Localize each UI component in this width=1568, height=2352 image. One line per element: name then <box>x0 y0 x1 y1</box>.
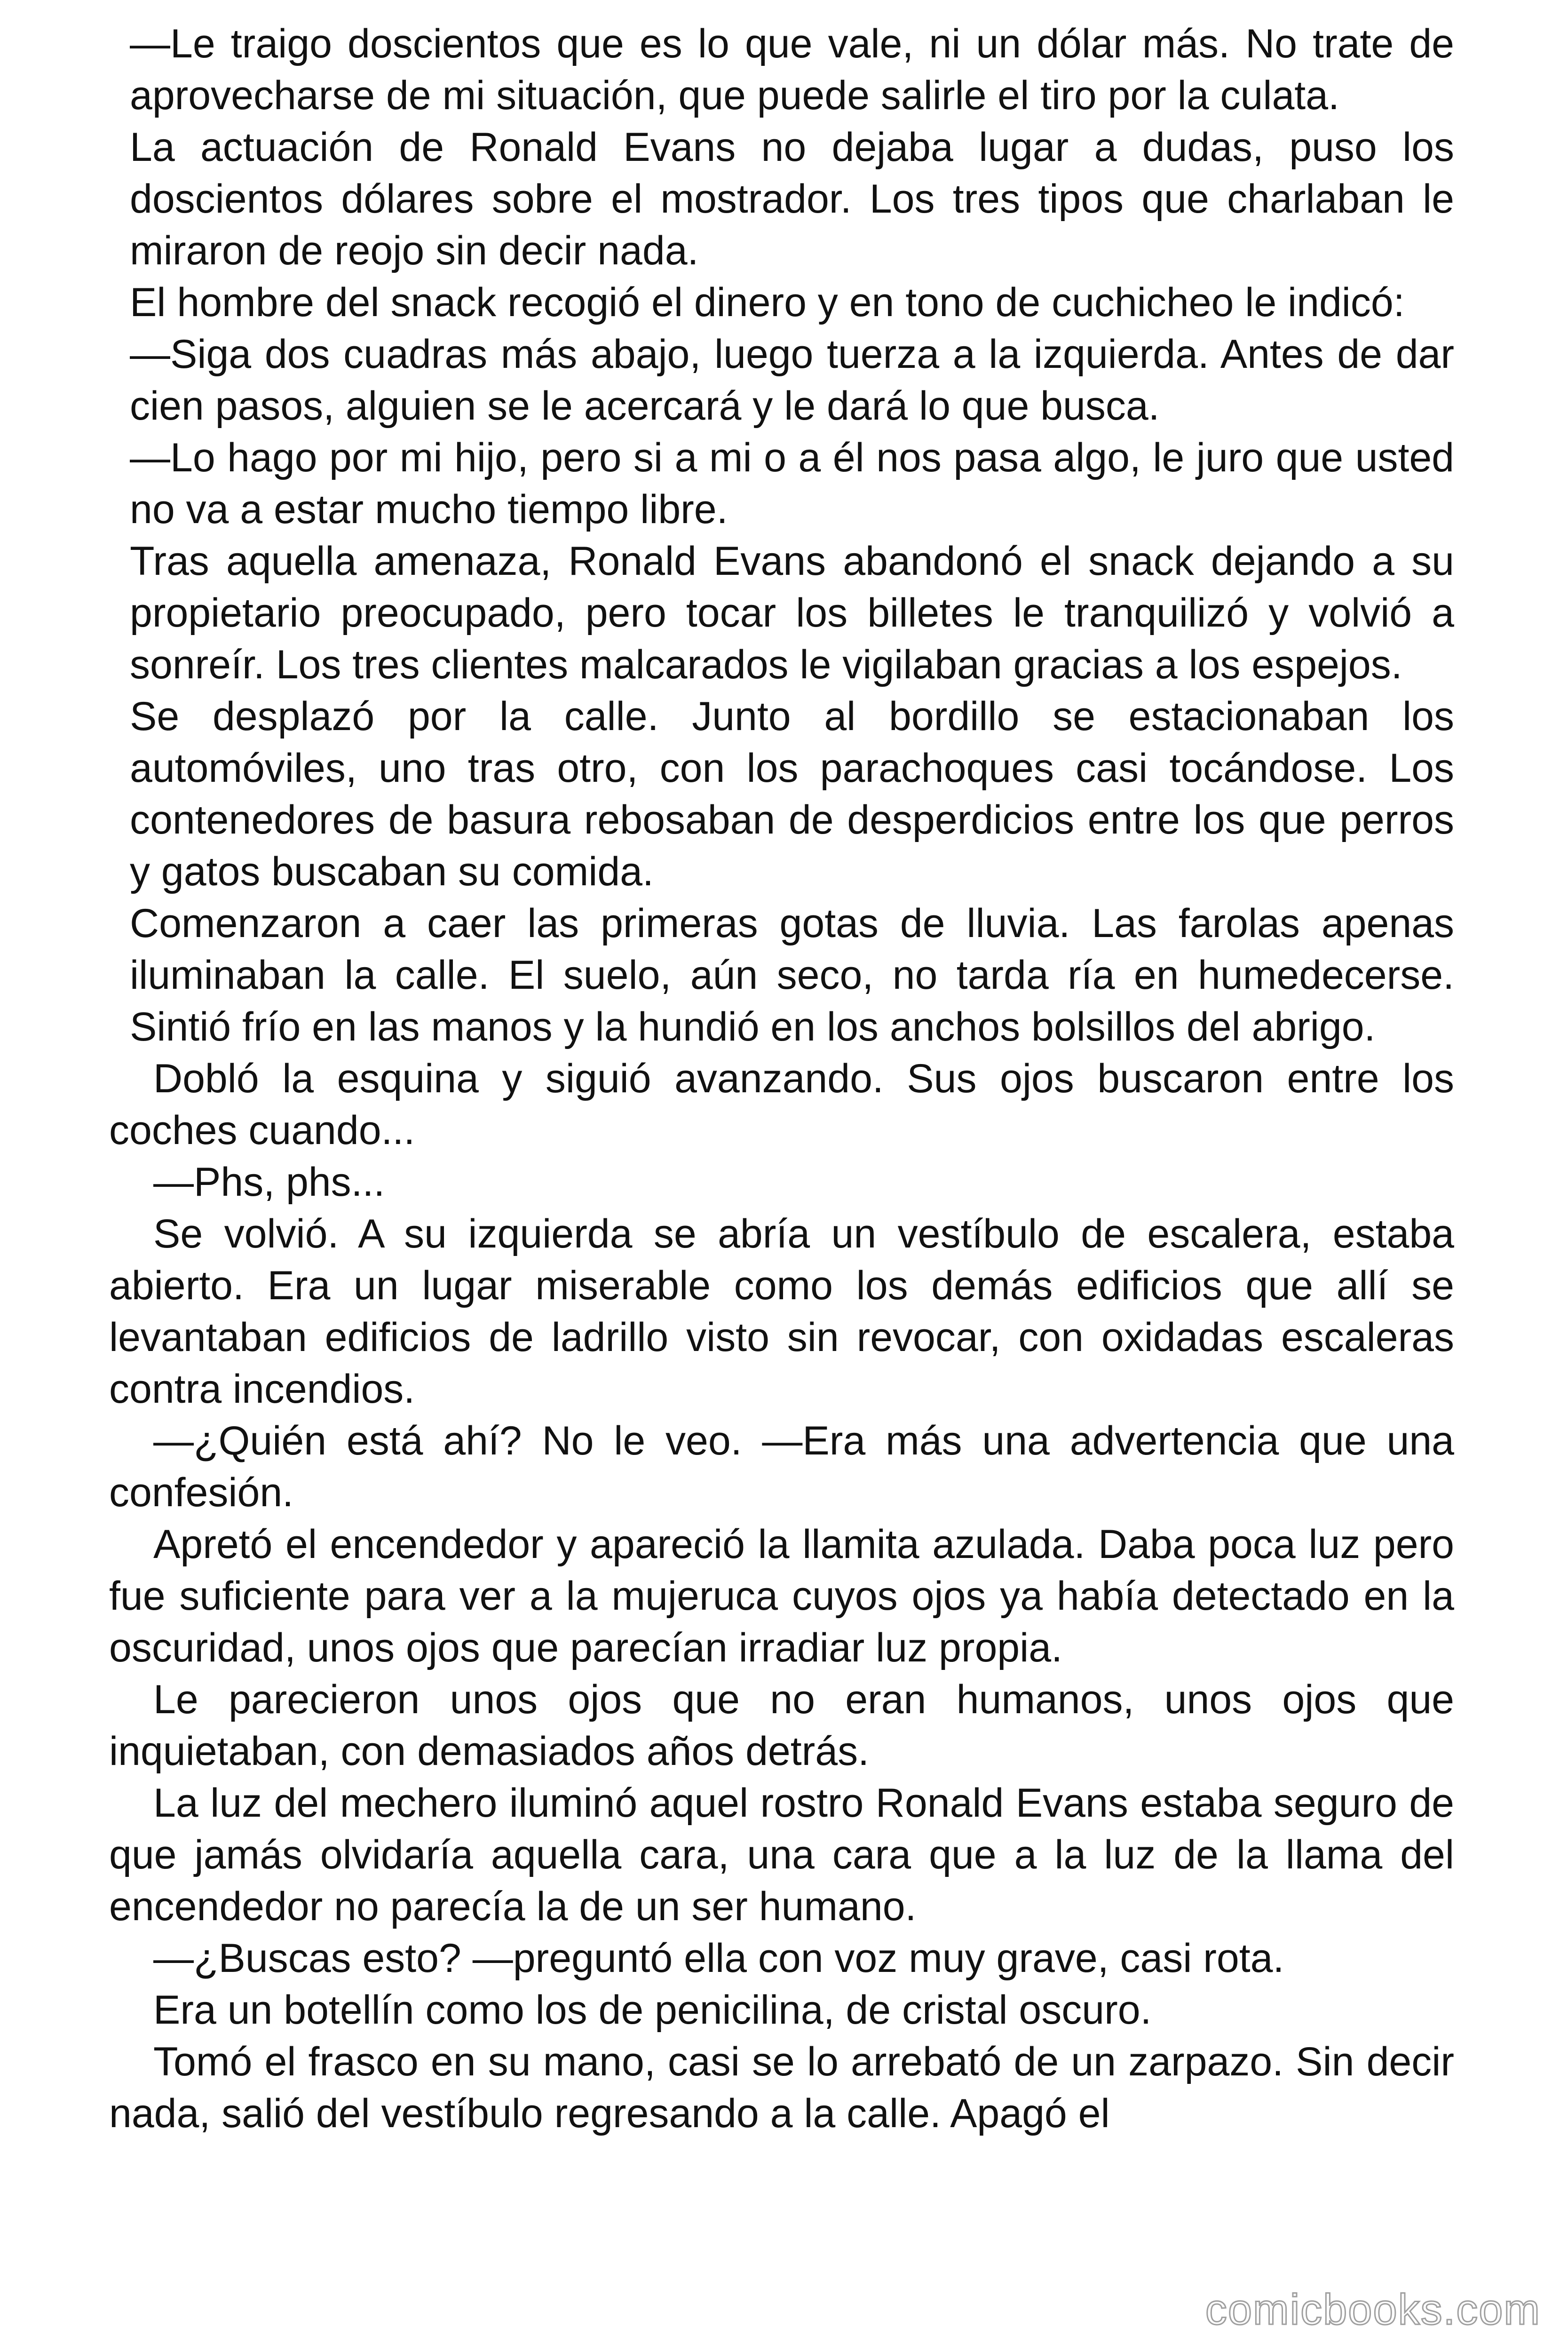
site-watermark: comicbooks.com <box>1205 2286 1541 2334</box>
paragraph-4: —Siga dos cuadras más abajo, luego tuerza a la izquierda. Antes de dar cien pasos, alguien se le acercará y le dará lo que busca. <box>130 332 1454 429</box>
paragraph-7: Se desplazó por la calle. Junto al bordillo se estacionaban los automóviles, uno tras otro, con los parachoques casi tocándose. Los contenedores de basura rebosaban de desperdicios entre los que perros y gatos buscaban su comida. <box>130 694 1454 894</box>
paragraph-18: Tomó el frasco en su mano, casi se lo arrebató de un zarpazo. Sin decir nada, salió del vestíbulo regresando a la calle. Apagó el <box>109 2039 1454 2136</box>
paragraph-6: Tras aquella amenaza, Ronald Evans abandonó el snack dejando a su propietario preocupado, pero tocar los billetes le tranquilizó y volvió a sonreír. Los tres clientes malcarados le vigilaban gracias a los espejos. <box>130 539 1454 687</box>
paragraph-10: —Phs, phs... <box>153 1160 385 1205</box>
paragraph-9: Dobló la esquina y siguió avanzando. Sus ojos buscaron entre los coches cuando... <box>109 1056 1454 1153</box>
paragraph-13: Apretó el encendedor y apareció la llamita azulada. Daba poca luz pero fue suficiente para ver a la mujeruca cuyos ojos ya había detectado en la oscuridad, unos ojos que parecían irradiar luz propia. <box>109 1522 1454 1670</box>
paragraph-11: Se volvió. A su izquierda se abría un vestíbulo de escalera, estaba abierto. Era un lugar miserable como los demás edificios que allí se levantaban edificios de ladrillo visto sin revocar, con oxidadas escaleras contra incendios. <box>109 1211 1454 1412</box>
page-body-text <box>109 18 1454 2139</box>
paragraph-3: El hombre del snack recogió el dinero y en tono de cuchicheo le indicó: <box>130 280 1405 325</box>
paragraph-17: Era un botellín como los de penicilina, de cristal oscuro. <box>153 1987 1152 2033</box>
paragraph-16: —¿Buscas esto? —preguntó ella con voz muy grave, casi rota. <box>153 1936 1284 1981</box>
paragraph-15: La luz del mechero iluminó aquel rostro Ronald Evans estaba seguro de que jamás olvidaría aquella cara, una cara que a la luz de la llama del encendedor no parecía la de un ser humano. <box>109 1780 1454 1929</box>
paragraph-1: —Le traigo doscientos que es lo que vale, ni un dólar más. No trate de aprovecharse de mi situación, que puede salirle el tiro por la culata. <box>130 21 1454 118</box>
paragraph-12: —¿Quién está ahí? No le veo. —Era más una advertencia que una confesión. <box>109 1418 1454 1515</box>
paragraph-2: La actuación de Ronald Evans no dejaba lugar a dudas, puso los doscientos dólares sobre el mostrador. Los tres tipos que charlaban le miraron de reojo sin decir nada. <box>130 125 1454 273</box>
paragraph-5: —Lo hago por mi hijo, pero si a mi o a él nos pasa algo, le juro que usted no va a estar mucho tiempo libre. <box>130 435 1454 532</box>
paragraph-8: Comenzaron a caer las primeras gotas de lluvia. Las farolas apenas iluminaban la calle. El suelo, aún seco, no tarda ría en humedecerse. Sintió frío en las manos y la hundió en los anchos bolsillos del abrigo. <box>130 901 1454 1049</box>
paragraph-14: Le parecieron unos ojos que no eran humanos, unos ojos que inquietaban, con demasiados años detrás. <box>109 1677 1454 1774</box>
